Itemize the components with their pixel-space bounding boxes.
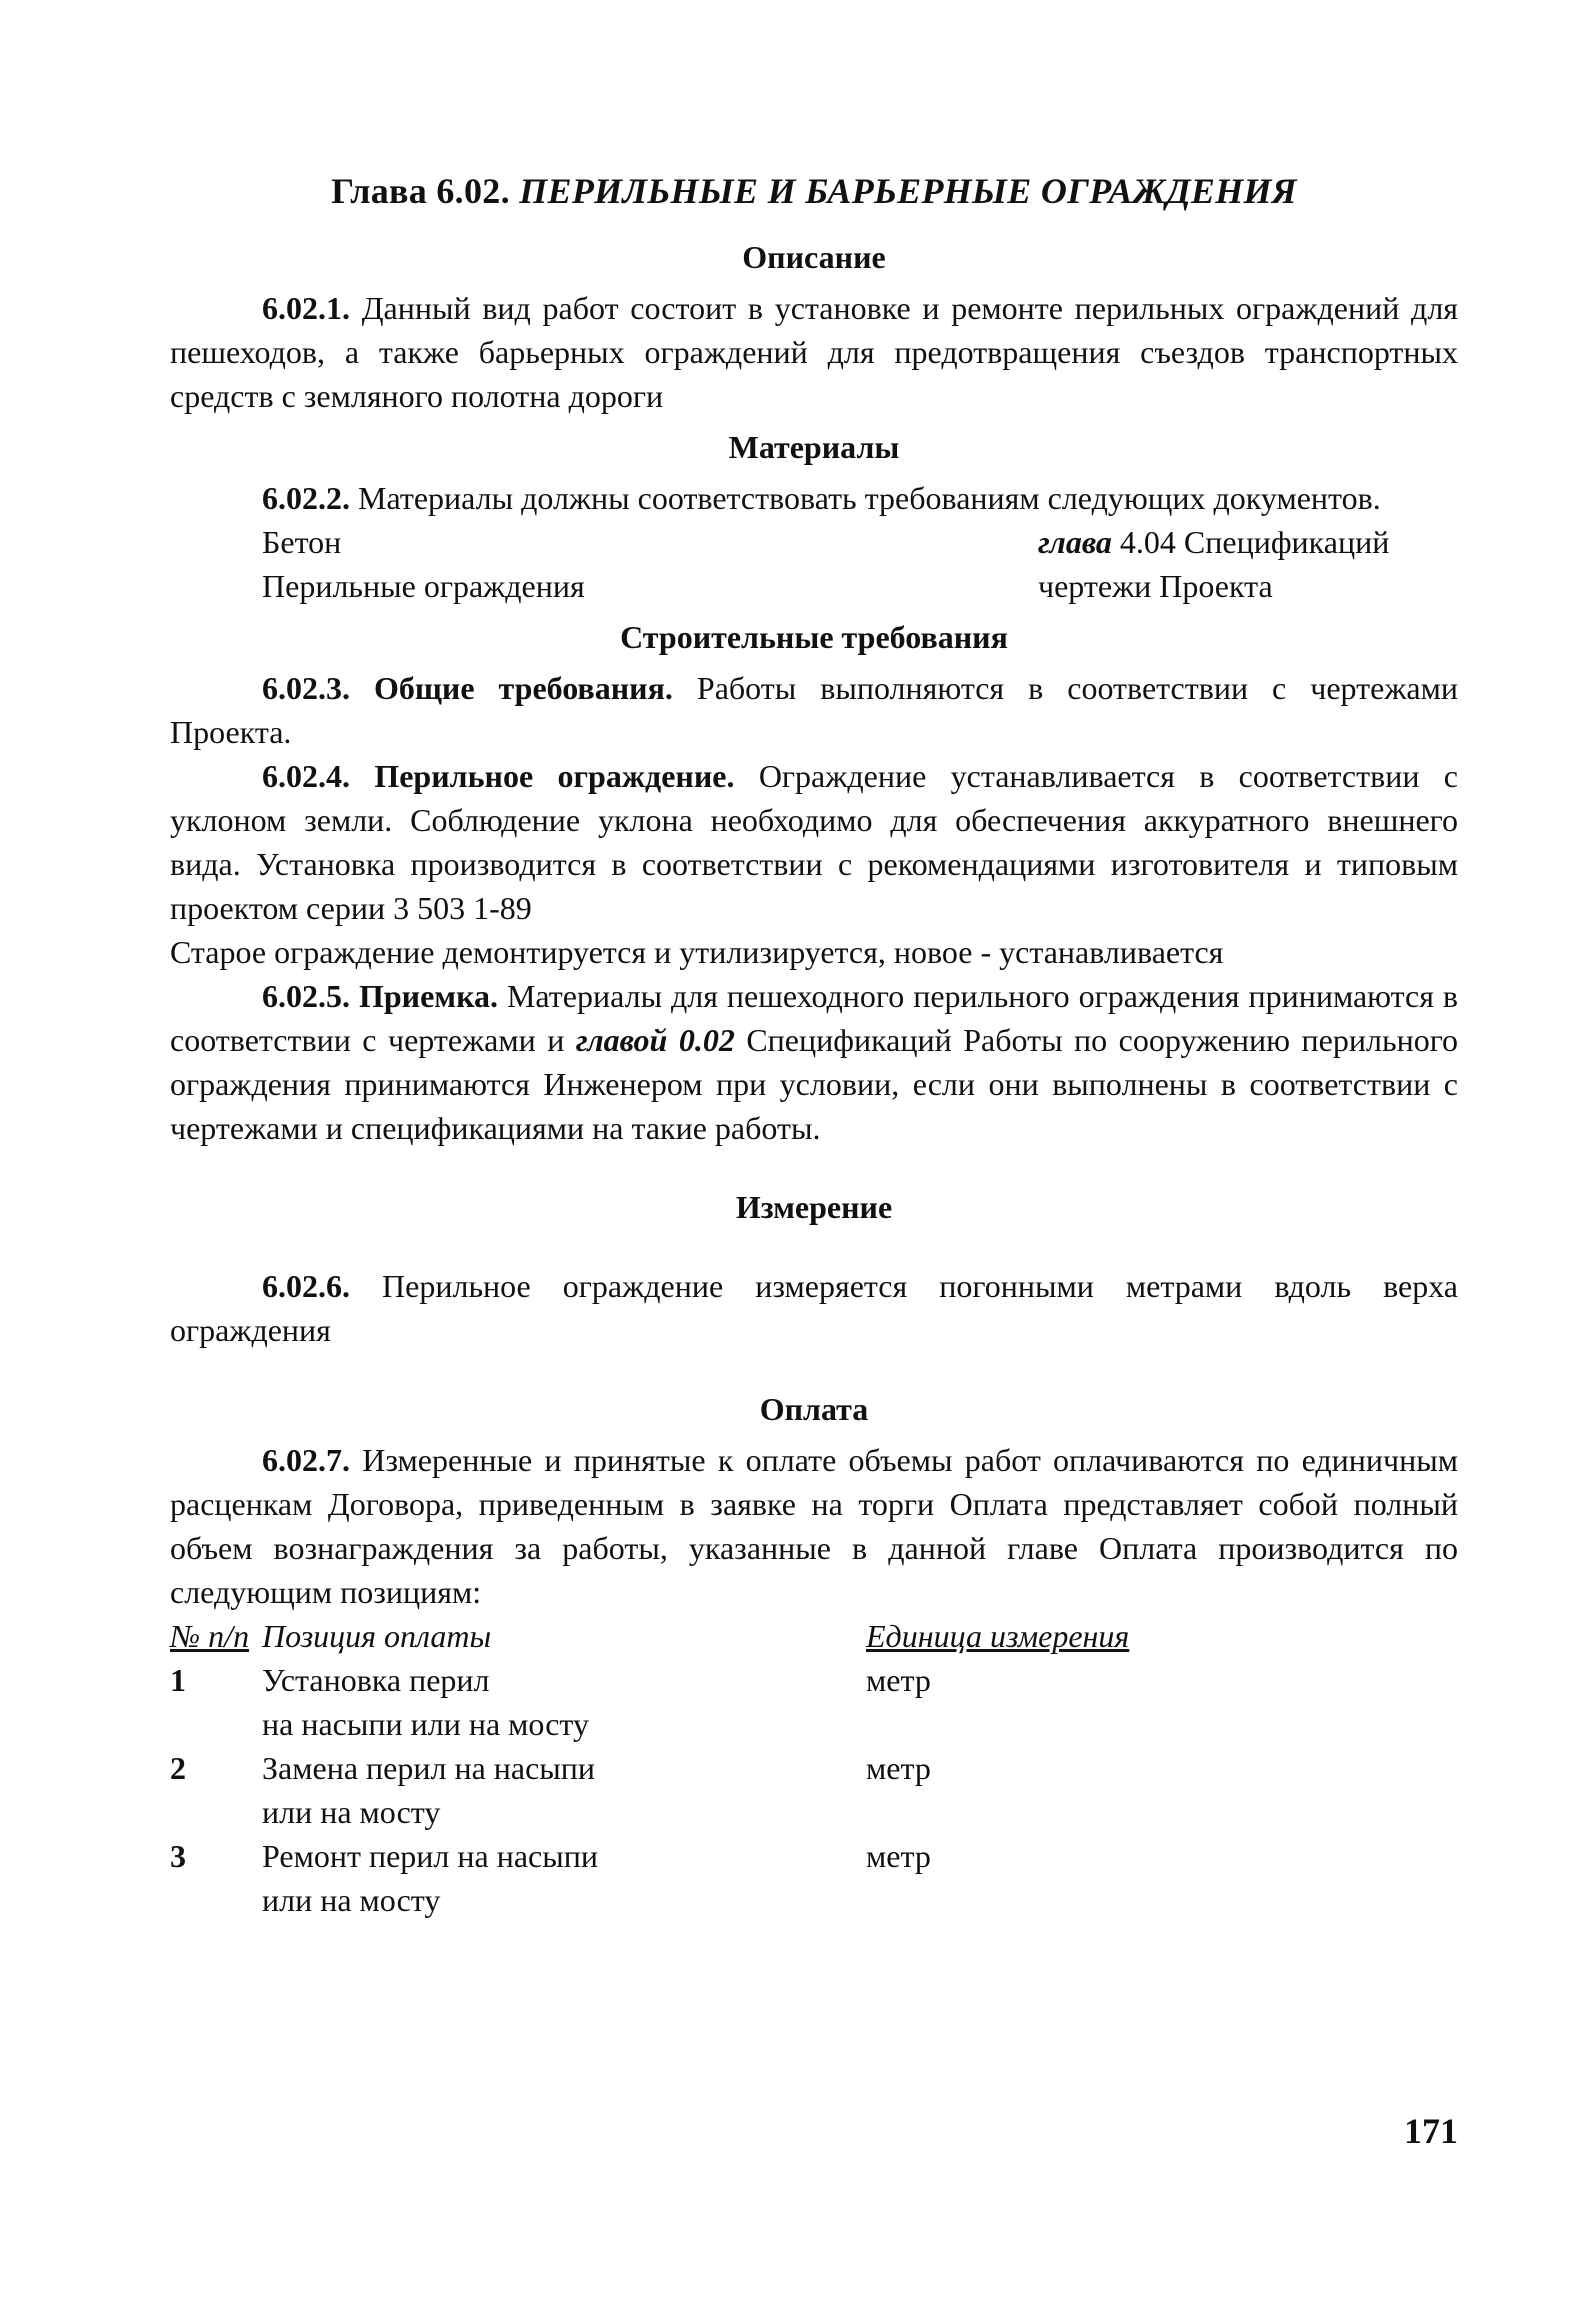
- row-item: Замена перил на насыпи или на мосту: [262, 1750, 596, 1830]
- clause-text: Данный вид работ состоит в установке и ремонте перильных ограждений для пешеходов, а также барьерных ограждений для предотвращения съездов транспортных средств с земляного полотна дороги: [170, 290, 1458, 414]
- chapter-title: [170, 170, 1458, 212]
- heading-materials: Материалы: [728, 429, 900, 465]
- heading-construction: Строительные требования: [620, 619, 1008, 655]
- heading-description: Описание: [742, 239, 886, 275]
- table-row: [170, 1834, 1458, 1922]
- materials-row: [170, 564, 1458, 608]
- row-unit: метр: [866, 1662, 931, 1698]
- material-name: Бетон: [262, 524, 342, 560]
- heading-measurement: Измерение: [735, 1189, 893, 1225]
- material-reference: чертежи Проекта: [1038, 568, 1273, 604]
- materials-row: [170, 520, 1458, 564]
- row-number: 1: [170, 1662, 186, 1698]
- clause-text: Материалы должны соответствовать требованиям следующих документов.: [350, 480, 1381, 516]
- table-row: [170, 1658, 1458, 1746]
- row-item: Ремонт перил на насыпи или на мосту: [262, 1838, 598, 1918]
- chapter-prefix: Глава 6.02.: [331, 171, 510, 211]
- table-row: [170, 1746, 1458, 1834]
- row-number: 3: [170, 1838, 186, 1874]
- paragraph-6-02-6: 6.02.6. Перильное ограждение измеряется погонными метрами вдоль верха ограждения: [170, 1268, 1458, 1348]
- row-item: Установка перил на насыпи или на мосту: [262, 1662, 589, 1742]
- payment-table: [170, 1614, 1458, 1922]
- paragraph-6-02-4-continued: Старое ограждение демонтируется и утилизируется, новое - устанавливается: [170, 934, 1224, 970]
- page-number: 171: [1404, 2111, 1458, 2151]
- material-name: Перильные ограждения: [262, 568, 585, 604]
- material-reference: глава 4.04 Спецификаций: [1038, 524, 1390, 560]
- paragraph-6-02-4: 6.02.4. Перильное ограждение. Ограждение устанавливается в соответствии с уклоном земли. Соблюдение уклона необходимо для обеспечения аккуратного внешнего вида. Установка производится в соответствии с рекомендациями изготовителя и типовым проектом серии 3 503 1-89: [170, 758, 1459, 926]
- row-unit: метр: [866, 1750, 931, 1786]
- chapter-name: ПЕРИЛЬНЫЕ И БАРЬЕРНЫЕ ОГРАЖДЕНИЯ: [519, 171, 1297, 211]
- clause-number: 6.02.1.: [262, 290, 350, 326]
- column-header-item: Позиция оплаты: [262, 1618, 492, 1654]
- row-unit: метр: [866, 1838, 931, 1874]
- row-number: 2: [170, 1750, 186, 1786]
- paragraph-6-02-3: 6.02.3. Общие требования. Работы выполняются в соответствии с чертежами Проекта.: [170, 670, 1459, 750]
- column-header-unit: Единица измерения: [866, 1618, 1130, 1654]
- clause-number: 6.02.2.: [262, 480, 350, 516]
- paragraph-6-02-7: 6.02.7. Измеренные и принятые к оплате объемы работ оплачиваются по единичным расценкам Договора, приведенным в заявке на торги Оплата представляет собой полный объем вознаграждения за работы, указанные в данной главе Оплата производится по следующим позициям:: [170, 1442, 1458, 1610]
- paragraph-6-02-2: [170, 476, 1458, 520]
- paragraph-6-02-5: 6.02.5. Приемка. Материалы для пешеходного перильного ограждения принимаются в соответствии с чертежами и главой 0.02 Спецификаций Работы по сооружению перильного ограждения принимаются Инженером при условии, если они выполнены в соответствии с чертежами и спецификациями на такие работы.: [170, 978, 1459, 1146]
- table-header-row: [170, 1614, 1458, 1658]
- column-header-number: № п/п: [170, 1618, 250, 1654]
- paragraph-6-02-1: [170, 286, 1458, 418]
- document-page: [170, 150, 1458, 1922]
- heading-payment: Оплата: [759, 1391, 869, 1427]
